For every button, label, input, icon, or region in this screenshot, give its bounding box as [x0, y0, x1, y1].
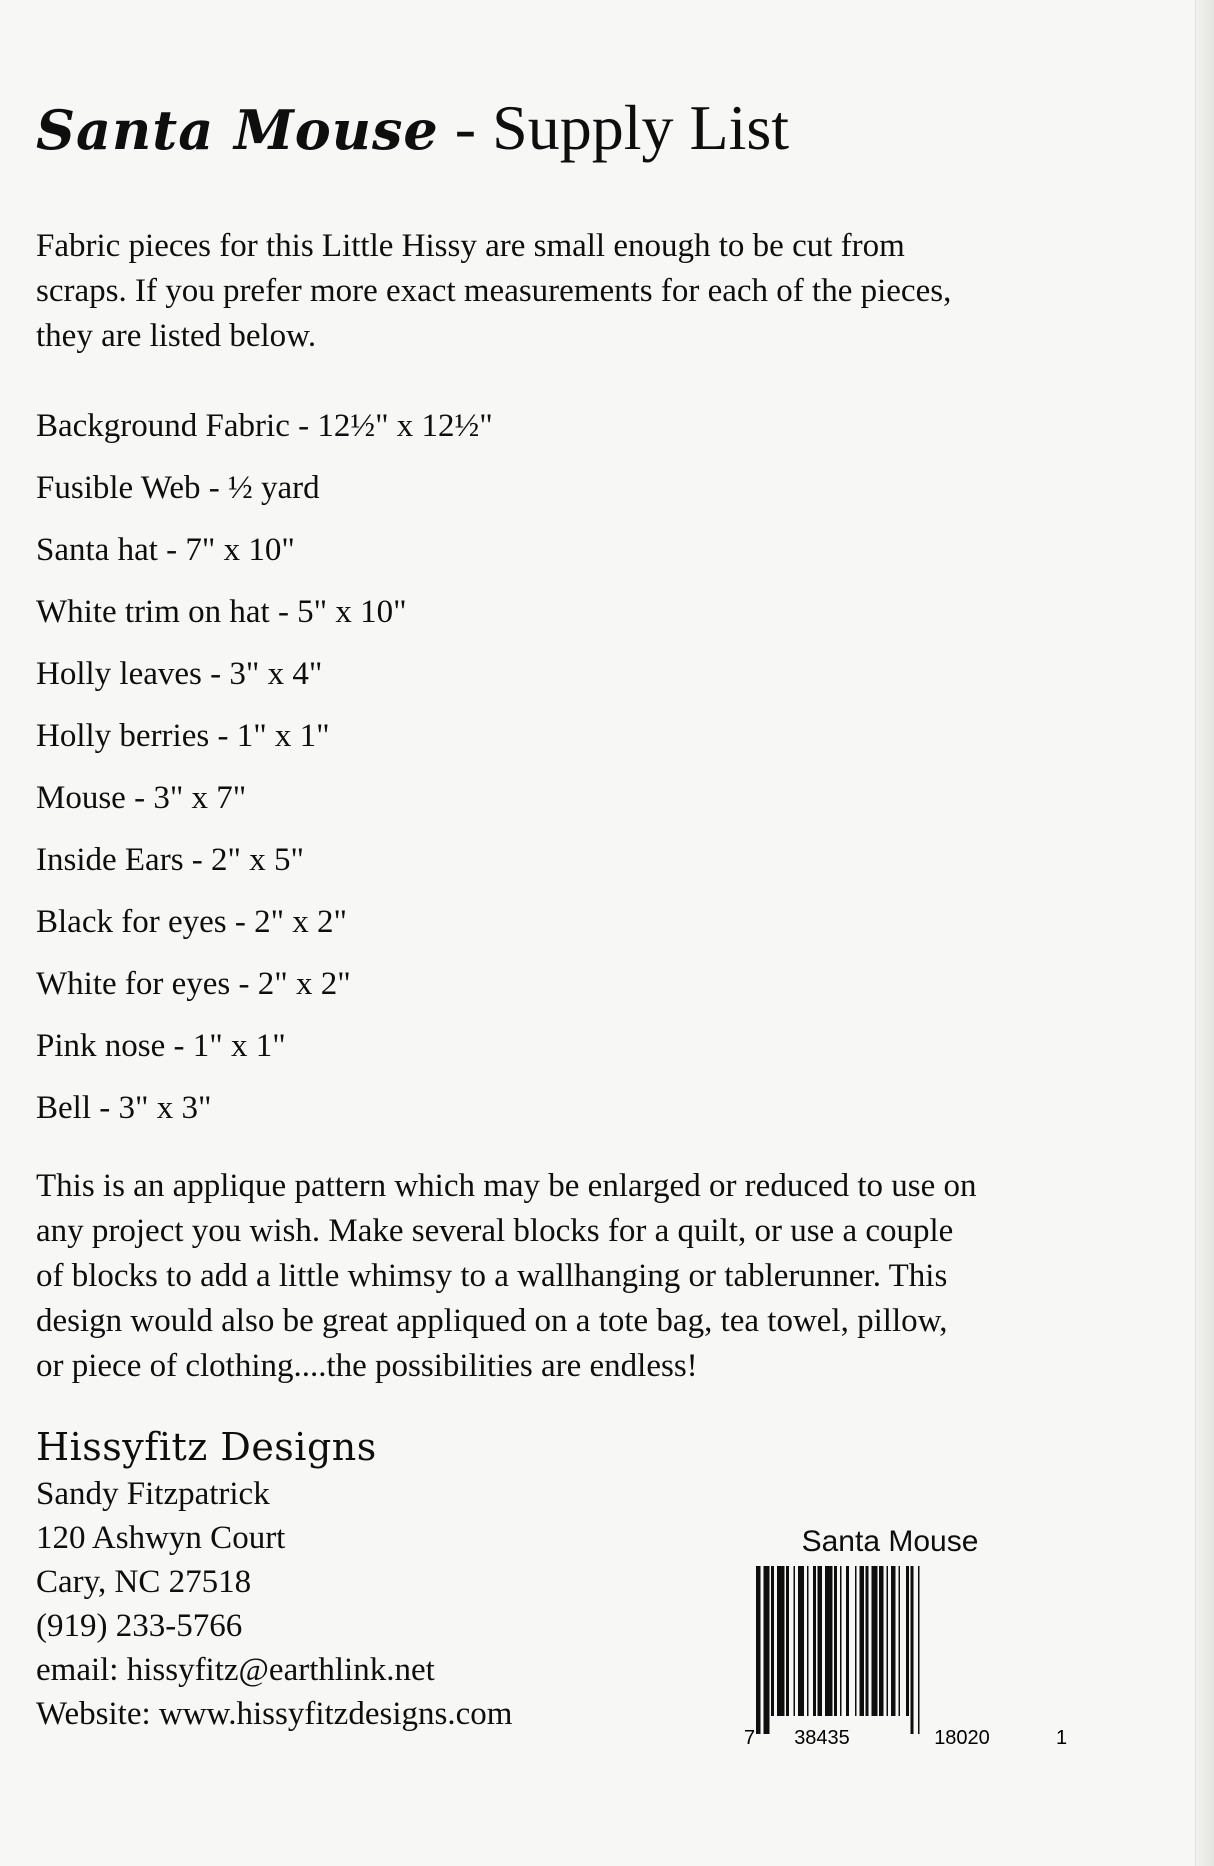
barcode-bar [764, 1566, 770, 1734]
barcode-digits-left: 38435 [794, 1727, 850, 1749]
barcode-bar [911, 1566, 914, 1734]
barcode-bar [807, 1566, 809, 1716]
barcode-bar [899, 1566, 901, 1716]
city-state-zip: Cary, NC 27518 [36, 1564, 252, 1600]
barcode-bar [777, 1566, 785, 1716]
supply-item: Holly leaves - 3" x 4" [36, 656, 323, 692]
supply-item: Fusible Web - ½ yard [36, 470, 320, 506]
company-name: Hissyfitz Designs [36, 1425, 377, 1469]
barcode-bar [887, 1566, 889, 1716]
barcode-digit-first: 7 [744, 1727, 756, 1749]
description-line: This is an applique pattern which may be enlarged or reduced to use on [36, 1168, 977, 1204]
barcode-bar [771, 1566, 774, 1716]
description-line: of blocks to add a little whimsy to a wallhanging or tablerunner. This [36, 1258, 948, 1294]
barcode-digits-right: 18020 [934, 1727, 990, 1749]
intro-line: Fabric pieces for this Little Hissy are small enough to be cut from [36, 228, 905, 264]
barcode-block [738, 1524, 1068, 1752]
barcode-bars [756, 1566, 920, 1734]
description-line: or piece of clothing....the possibilities are endless! [36, 1348, 698, 1384]
intro-line: they are listed below. [36, 318, 317, 354]
title-fancy-text: Santa Mouse [36, 98, 439, 162]
barcode-bar [798, 1566, 804, 1716]
barcode-bar [918, 1566, 920, 1734]
supply-list [36, 400, 493, 1144]
description-line: any project you wish. Make several blocks for a quilt, or use a couple [36, 1213, 954, 1249]
supply-item: Bell - 3" x 3" [36, 1090, 212, 1126]
supply-item: Pink nose - 1" x 1" [36, 1028, 286, 1064]
title-subtitle-text: - Supply List [438, 92, 790, 163]
barcode-bar [872, 1566, 878, 1716]
barcode-bar [906, 1566, 909, 1716]
barcode-digit-last: 1 [1056, 1727, 1068, 1749]
supply-item: White trim on hat - 5" x 10" [36, 594, 407, 630]
phone-number: (919) 233-5766 [36, 1608, 243, 1644]
barcode-bar [794, 1566, 796, 1716]
supply-item: Background Fabric - 12½" x 12½" [36, 408, 493, 444]
barcode-bar [834, 1566, 837, 1716]
contact-block [36, 1422, 512, 1736]
website-address: Website: www.hissyfitzdesigns.com [36, 1696, 513, 1732]
barcode-bar [860, 1566, 865, 1716]
barcode-bar [891, 1566, 896, 1716]
street-address: 120 Ashwyn Court [36, 1520, 286, 1556]
description-paragraph [36, 1164, 1176, 1389]
barcode-bar [756, 1566, 761, 1734]
supply-item: Holly berries - 1" x 1" [36, 718, 330, 754]
barcode-image [738, 1566, 1068, 1752]
supply-item: Inside Ears - 2" x 5" [36, 842, 304, 878]
barcode-bar [840, 1566, 842, 1716]
intro-line: scraps. If you prefer more exact measurements for each of the pieces, [36, 273, 952, 309]
barcode-bar [818, 1566, 823, 1716]
barcode-bar [866, 1566, 869, 1716]
supply-item: Santa hat - 7" x 10" [36, 532, 295, 568]
barcode-bar [846, 1566, 849, 1716]
contact-name: Sandy Fitzpatrick [36, 1476, 270, 1512]
barcode-bar [879, 1566, 884, 1716]
page-edge [1195, 0, 1214, 1866]
barcode-bar [855, 1566, 857, 1716]
description-line: design would also be great appliqued on a tote bag, tea towel, pillow, [36, 1303, 948, 1339]
barcode-bar [813, 1566, 816, 1716]
email-address: email: hissyfitz@earthlink.net [36, 1652, 435, 1688]
barcode-bar [825, 1566, 833, 1716]
barcode-title: Santa Mouse [801, 1525, 979, 1558]
barcode-bar [786, 1566, 789, 1716]
intro-paragraph [36, 224, 1136, 359]
supply-item: Black for eyes - 2" x 2" [36, 904, 348, 940]
page-title [36, 92, 790, 163]
supply-item: White for eyes - 2" x 2" [36, 966, 351, 1002]
supply-item: Mouse - 3" x 7" [36, 780, 247, 816]
